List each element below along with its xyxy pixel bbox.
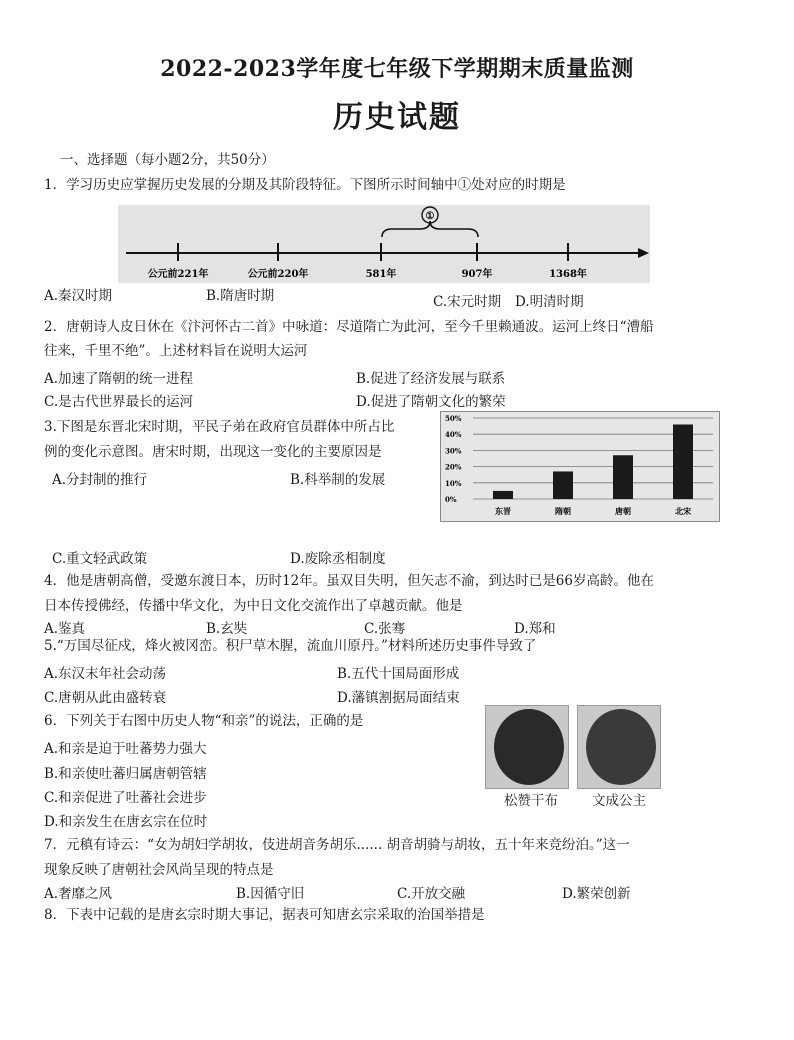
q6-option-c: C.和亲促进了吐蕃社会进步 <box>44 790 207 806</box>
q2-option-d: D.促进了隋朝文化的繁荣 <box>356 394 506 410</box>
x-tick-label: 东晋 <box>495 506 511 516</box>
caption-songtsen-gampo: 松赞干布 <box>504 793 558 809</box>
q6-option-a: A.和亲是迫于吐蕃势力强大 <box>44 741 207 757</box>
q2-stem-line1: 2．唐朝诗人皮日休在《汴河怀古二首》中咏道：尽道隋亡为此河，至今千里赖通波。运河上终日“漕船 <box>44 319 654 335</box>
y-tick-label: 10% <box>445 478 462 488</box>
q7-stem-line2: 现象反映了唐朝社会风尚呈现的特点是 <box>44 862 274 878</box>
q2-option-a: A.加速了隋朝的统一进程 <box>44 371 194 387</box>
y-tick-label: 50% <box>445 414 462 423</box>
x-tick-label: 隋朝 <box>555 506 571 516</box>
q4-option-c: C.张骞 <box>364 621 406 637</box>
q5-option-a: A.东汉末年社会动荡 <box>44 666 167 682</box>
q4-stem-line1: 4．他是唐朝高僧，受邀东渡日本，历时12年。虽双目失明，但矢志不渝，到达时已是66岁高龄。他在 <box>44 573 654 589</box>
q6-stem: 6．下列关于右图中历史人物“和亲”的说法，正确的是 <box>44 713 364 729</box>
timeline-figure <box>118 205 650 283</box>
q3-stem-line1: 3.下图是东晋北宋时期，平民子弟在政府官员群体中所占比 <box>44 419 395 435</box>
q3-option-d: D.废除丞相制度 <box>290 551 386 567</box>
q2-option-b: B.促进了经济发展与联系 <box>356 371 506 387</box>
q3-option-c: C.重文轻武政策 <box>52 551 148 567</box>
timeline-svg <box>118 205 650 283</box>
q8-stem: 8．下表中记载的是唐玄宗时期大事记，据表可知唐玄宗采取的治国举措是 <box>44 907 485 923</box>
q5-option-c: C.唐朝从此由盛转衰 <box>44 690 167 706</box>
q1-option-a: A.秦汉时期 <box>44 288 113 304</box>
y-tick-label: 20% <box>445 462 462 472</box>
q3-option-a: A.分封制的推行 <box>52 472 148 488</box>
q1-option-c: C.宋元时期 <box>433 294 502 310</box>
q3-stem-line2: 例的变化示意图。唐宋时期，出现这一变化的主要原因是 <box>44 444 382 460</box>
timeline-label: 907年 <box>461 269 493 280</box>
q1-stem: 1．学习历史应掌握历史发展的分期及其阶段特征。下图所示时间轴中①处对应的时期是 <box>44 177 566 193</box>
q6-option-b: B.和亲使吐蕃归属唐朝管辖 <box>44 766 207 782</box>
timeline-label: 1368年 <box>549 269 587 280</box>
section-heading: 一、选择题（每小题2分，共50分） <box>60 152 275 168</box>
q7-option-d: D.繁荣创新 <box>562 886 631 902</box>
q4-stem-line2: 日本传授佛经，传播中华文化，为中日文化交流作出了卓越贡献。他是 <box>44 598 463 614</box>
caption-princess-wencheng: 文成公主 <box>592 793 646 809</box>
q5-stem: 5.“万国尽征戍，烽火被冈峦。积尸草木腥，流血川原丹。”材料所述历史事件导致了 <box>44 638 537 654</box>
q7-option-c: C.开放交融 <box>397 886 466 902</box>
y-tick-label: 0% <box>445 495 457 504</box>
x-tick-label: 唐朝 <box>615 506 631 516</box>
marker-number: ① <box>425 211 435 222</box>
q2-stem-line2: 往来，千里不绝”。上述材料旨在说明大运河 <box>44 343 308 359</box>
q5-option-d: D.藩镇割据局面结束 <box>337 690 460 706</box>
timeline-label: 581年 <box>365 269 397 280</box>
subject-title: 历史试题 <box>333 100 461 135</box>
q5-option-b: B.五代十国局面形成 <box>337 666 460 682</box>
q6-option-d: D.和亲发生在唐玄宗在位时 <box>44 814 208 830</box>
q3-option-b: B.科举制的发展 <box>290 472 386 488</box>
y-tick-label: 40% <box>445 430 462 440</box>
chart-bar <box>493 491 513 499</box>
timeline-label: 公元前220年 <box>247 269 309 280</box>
exam-title: 2022-2023学年度七年级下学期期末质量监测 <box>160 56 634 82</box>
q2-option-c: C.是古代世界最长的运河 <box>44 394 194 410</box>
chart-bar <box>553 471 573 499</box>
q4-option-b: B.玄奘 <box>206 621 248 637</box>
q4-option-a: A.鉴真 <box>44 621 86 637</box>
y-tick-label: 30% <box>445 446 462 456</box>
portrait-songtsen-gampo <box>485 705 569 789</box>
portrait-princess-wencheng <box>577 705 661 789</box>
q7-option-b: B.因循守旧 <box>236 886 305 902</box>
bar-chart <box>440 411 720 522</box>
x-tick-label: 北宋 <box>675 506 691 516</box>
chart-bar <box>673 424 693 499</box>
q7-option-a: A.奢靡之风 <box>44 886 113 902</box>
chart-bar <box>613 455 633 499</box>
timeline-arrow <box>638 248 649 258</box>
bar-chart-svg <box>441 412 719 521</box>
q1-option-d: D.明清时期 <box>515 294 584 310</box>
q7-stem-line1: 7．元稹有诗云：“女为胡妇学胡妆，伎进胡音务胡乐...... 胡音胡骑与胡妆，五十年来竞纷泊。”这一 <box>44 837 630 853</box>
timeline-label: 公元前221年 <box>147 269 209 280</box>
q1-option-b: B.隋唐时期 <box>206 288 275 304</box>
q4-option-d: D.郑和 <box>514 621 556 637</box>
